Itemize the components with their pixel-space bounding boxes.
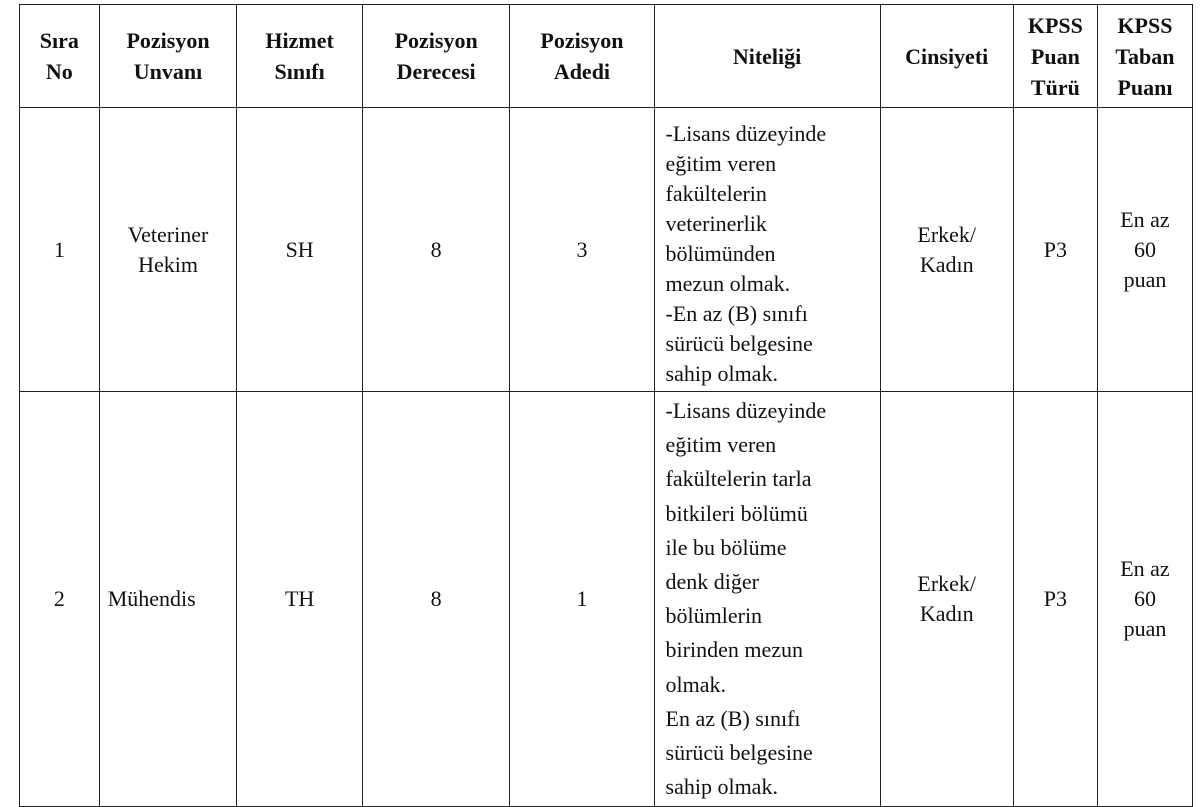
cell-cinsiyeti: [880, 108, 1013, 392]
header-sira-no: [20, 5, 100, 108]
cell-line: En az: [1120, 556, 1170, 582]
cell-line: -Lisans düzeyinde: [665, 398, 827, 423]
cell-line: eğitim veren: [665, 432, 777, 458]
cell-line: KPSS: [1027, 12, 1083, 38]
cell-line: mezun olmak.: [665, 271, 791, 296]
cell-line: Erkek/: [917, 571, 977, 597]
cell-cinsiyeti: [880, 392, 1013, 807]
cell-line: Veteriner: [127, 221, 209, 247]
cell-line: sürücü belgesine: [665, 740, 813, 766]
cell-line: Adedi: [553, 59, 611, 84]
header-hizmet-sinifi: [237, 5, 363, 108]
cell-pozisyon-adedi: 3: [510, 108, 654, 392]
cell-line: Pozisyon: [126, 28, 210, 53]
cell-pozisyon-adedi: 1: [510, 392, 654, 807]
cell-line: Türü: [1030, 74, 1080, 100]
cell-line: olmak.: [665, 671, 727, 697]
cell-line: denk diğer: [665, 569, 759, 595]
table-row: [20, 108, 1193, 392]
cell-line: -Lisans düzeyinde: [665, 121, 827, 146]
cell-line: En az: [1120, 206, 1170, 232]
cell-sira-no: 2: [20, 392, 100, 807]
header-niteligi: [654, 5, 880, 108]
cell-line: birinden mezun: [665, 637, 803, 663]
cell-line: fakültelerin tarla: [665, 466, 812, 492]
header-pozisyon-adedi: [510, 5, 654, 108]
cell-kpss-puan-turu: P3: [1013, 108, 1097, 392]
cell-line: KPSS: [1117, 12, 1173, 38]
cell-niteligi: [654, 108, 880, 392]
cell-pozisyon-unvani: [99, 392, 237, 807]
cell-line: Pozisyon: [394, 28, 478, 53]
cell-line: Derecesi: [396, 59, 476, 84]
cell-line: Kadın: [919, 251, 974, 277]
cell-line: eğitim veren: [665, 151, 777, 176]
header-kpss-puan-turu: [1013, 5, 1097, 108]
header-pozisyon-derecesi: [362, 5, 509, 108]
cell-line: Puanı: [1117, 74, 1173, 100]
cell-sira-no: 1: [20, 108, 100, 392]
cell-kpss-taban-puani: [1097, 392, 1192, 807]
table-row: [20, 392, 1193, 807]
cell-line: Taban: [1115, 43, 1175, 69]
cell-line: Cinsiyeti: [905, 43, 989, 69]
cell-line: En az (B) sınıfı: [665, 705, 801, 731]
cell-line: Niteliği: [732, 43, 802, 69]
cell-hizmet-sinifi: TH: [237, 392, 363, 807]
cell-line: sahip olmak.: [665, 361, 778, 386]
cell-pozisyon-derecesi: 8: [362, 392, 509, 807]
cell-line: Mühendis: [107, 586, 196, 612]
cell-line: bölümünden: [665, 241, 776, 266]
cell-line: veterinerlik: [665, 211, 767, 236]
cell-line: Hekim: [138, 251, 198, 277]
cell-line: Hizmet: [265, 28, 334, 53]
cell-line: bitkileri bölümü: [665, 500, 808, 526]
cell-line: No: [45, 59, 73, 84]
header-kpss-taban-puani: [1097, 5, 1192, 108]
cell-kpss-taban-puani: [1097, 108, 1192, 392]
cell-line: sahip olmak.: [665, 774, 778, 800]
cell-line: Erkek/: [917, 221, 977, 247]
cell-line: Puan: [1030, 43, 1080, 69]
cell-line: Sınıfı: [274, 59, 325, 84]
cell-niteligi: [654, 392, 880, 807]
cell-line: -En az (B) sınıfı: [665, 301, 808, 326]
header-row: [20, 5, 1193, 108]
cell-pozisyon-derecesi: 8: [362, 108, 509, 392]
header-cinsiyeti: [880, 5, 1013, 108]
cell-line: puan: [1123, 616, 1167, 642]
cell-line: 60: [1133, 586, 1156, 612]
cell-line: puan: [1123, 266, 1167, 292]
position-table: [19, 4, 1193, 807]
cell-line: Pozisyon: [540, 28, 624, 53]
cell-line: bölümlerin: [665, 603, 763, 629]
cell-kpss-puan-turu: P3: [1013, 392, 1097, 807]
cell-line: 60: [1133, 236, 1156, 262]
cell-hizmet-sinifi: SH: [237, 108, 363, 392]
cell-line: sürücü belgesine: [665, 331, 813, 356]
cell-line: Sıra: [39, 28, 79, 53]
header-pozisyon-unvani: [99, 5, 237, 108]
cell-line: fakültelerin: [665, 181, 767, 206]
cell-line: ile bu bölüme: [665, 534, 787, 560]
cell-line: Unvanı: [133, 59, 203, 84]
cell-pozisyon-unvani: [99, 108, 237, 392]
cell-line: Kadın: [919, 601, 974, 627]
